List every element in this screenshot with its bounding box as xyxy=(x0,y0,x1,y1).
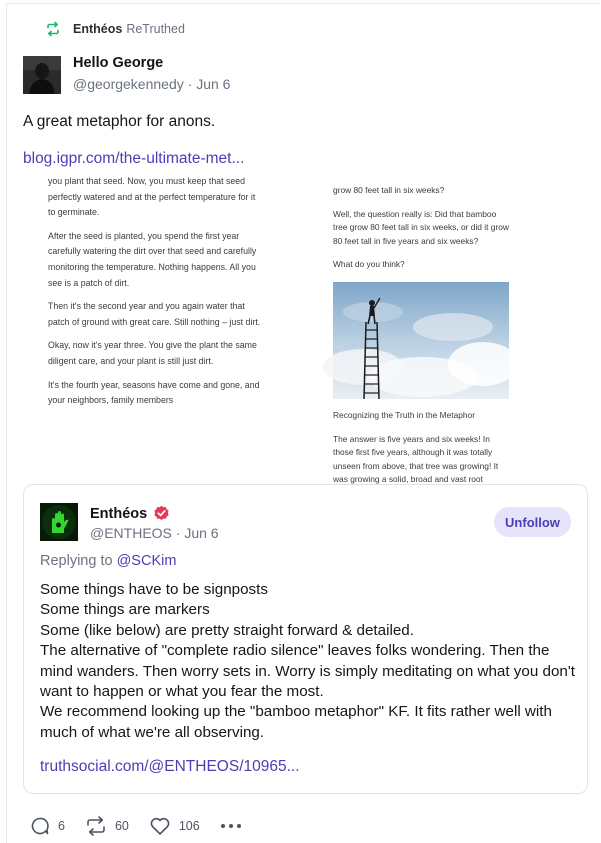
like-count: 106 xyxy=(178,819,200,833)
author-avatar-image xyxy=(23,56,61,94)
article-left-column xyxy=(48,174,263,417)
replying-to xyxy=(40,553,176,569)
retruth-button[interactable] xyxy=(85,816,129,836)
replying-mention-link[interactable]: @SCKim xyxy=(116,553,177,569)
article-paragraph: Okay, now it's year three. You give the plant the same diligent care, and your plant is still just dirt. xyxy=(48,340,257,366)
retruth-action-icon xyxy=(85,816,107,836)
article-paragraph: After the seed is planted, you spend the first year carefully watering the dirt over that seed and carefully monitoring the temperature. Nothing happens. All you see is a patch of dirt. xyxy=(48,230,257,288)
quote-author-avatar[interactable] xyxy=(40,503,78,541)
quote-body-line: The alternative of "complete radio silence" leaves folks wondering. Then the mind wanders. Then worry sets in. Worry is simply meditating on what you don't want to happen or what you fear the most. xyxy=(40,642,575,701)
heart-icon xyxy=(149,816,171,836)
reply-icon xyxy=(30,816,50,836)
action-bar xyxy=(30,816,242,836)
article-preview-image[interactable] xyxy=(24,176,579,485)
post-text: A great metaphor for anons. xyxy=(23,113,216,130)
quote-author-meta xyxy=(90,525,219,541)
quote-link[interactable]: truthsocial.com/@ENTHEOS/10965... xyxy=(40,758,300,775)
quote-author-name[interactable]: Enthéos xyxy=(90,505,148,522)
author-name[interactable]: Hello George xyxy=(73,55,164,71)
article-subheading: Recognizing the Truth in the Metaphor xyxy=(333,409,475,420)
retruth-icon xyxy=(45,21,61,37)
quote-body-line: Some things are markers xyxy=(40,601,210,619)
quote-body xyxy=(40,580,575,743)
reply-button[interactable] xyxy=(30,816,65,836)
quote-body-line: We recommend looking up the "bamboo metaphor" KF. It fits rather well with much of what we're all observing. xyxy=(40,703,552,741)
retruth-verb: ReTruthed xyxy=(126,22,185,36)
replying-prefix: Replying to xyxy=(40,553,113,569)
article-paragraph: What do you think? xyxy=(333,259,405,270)
quote-body-line: Some things have to be signposts xyxy=(40,581,268,598)
quote-body-line: Some (like below) are pretty straight forward & detailed. xyxy=(40,621,414,639)
more-options-button[interactable] xyxy=(220,821,242,831)
quote-author-handle[interactable]: @ENTHEOS xyxy=(90,525,172,541)
article-paragraph: The answer is five years and six weeks! In those first five years, although it was totally unseen from above, that tree was growing! It was growing a solid, broad and vast root xyxy=(333,433,499,485)
author-avatar[interactable] xyxy=(23,56,61,94)
article-paragraph: Then it's the second year and you again water that patch of ground with great care. Still nothing – just dirt. xyxy=(48,301,261,327)
article-paragraph: It's the fourth year, seasons have come and gone, and your neighbors, family members xyxy=(48,379,260,406)
author-meta xyxy=(73,76,230,92)
post-date[interactable]: · Jun 6 xyxy=(187,76,231,92)
post-link[interactable]: blog.igpr.com/the-ultimate-met... xyxy=(23,150,245,167)
article-paragraph: grow 80 feet tall in six weeks? xyxy=(333,185,445,195)
more-dots-icon xyxy=(220,821,242,831)
ladder-sky-photo xyxy=(333,282,509,399)
like-button[interactable] xyxy=(149,816,200,836)
retruth-header xyxy=(45,20,185,38)
retruth-user-name[interactable]: Enthéos xyxy=(73,22,123,36)
article-right-column xyxy=(333,184,511,497)
unfollow-button[interactable]: Unfollow xyxy=(494,507,571,537)
article-paragraph: you plant that seed. Now, you must keep that seed perfectly watered and at the perfect temperature for it to germinate. xyxy=(48,176,256,218)
verified-badge-icon xyxy=(153,505,170,522)
quote-author-row xyxy=(90,505,170,522)
quote-date[interactable]: · Jun 6 xyxy=(175,525,219,541)
reply-count: 6 xyxy=(58,819,65,833)
article-paragraph: Well, the question really is: Did that bamboo tree grow 80 feet tall in six weeks, or did it grow 80 feet tall in five years and six weeks? xyxy=(333,208,509,246)
quote-avatar-image xyxy=(40,503,78,541)
retruth-count: 60 xyxy=(114,819,129,833)
author-handle[interactable]: @georgekennedy xyxy=(73,76,184,92)
quoted-post-card[interactable] xyxy=(23,484,588,794)
post-author xyxy=(23,56,230,94)
